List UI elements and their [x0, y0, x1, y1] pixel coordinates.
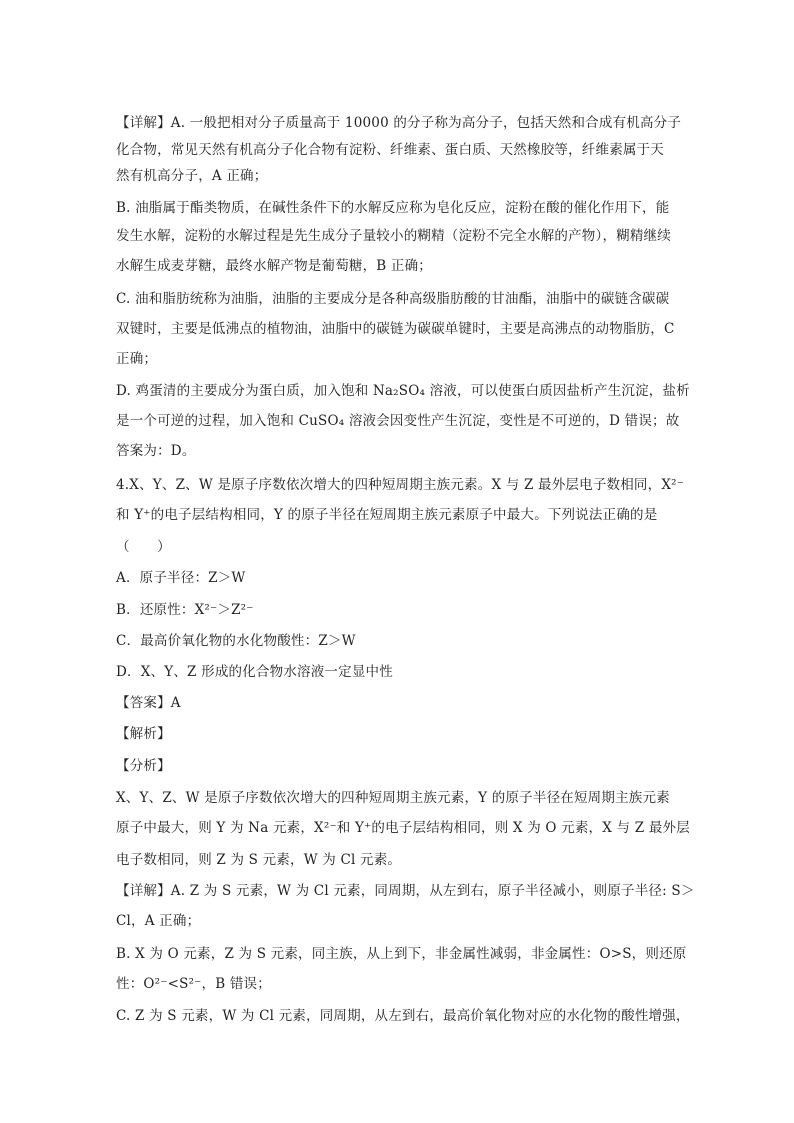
option-c: C．最高价氧化物的水化物酸性：Z＞W [116, 633, 356, 649]
question-stem: 4.X、Y、Z、W 是原子序数依次增大的四种短周期主族元素。X 与 Z 最外层电子数相同，X²⁻ [116, 477, 685, 493]
text-line: 水解生成麦芽糖，最终水解产物是葡萄糖，B 正确； [116, 258, 433, 274]
text-line: Cl，A 正确； [116, 913, 201, 929]
answer-heading: 【答案】A [116, 695, 181, 711]
option-b: B．还原性：X²⁻＞Z²⁻ [116, 602, 254, 618]
text-line: 【详解】A. Z 为 S 元素，W 为 Cl 元素，同周期，从左到右，原子半径减小，则原子半径: S＞ [116, 883, 695, 899]
text-line: 双键时，主要是低沸点的植物油，油脂中的碳链为碳碳单键时，主要是高沸点的动物脂肪，C [116, 321, 675, 337]
text-line: D. 鸡蛋清的主要成分为蛋白质，加入饱和 Na₂SO₄ 溶液，可以使蛋白质因盐析产生沉淀，盐析 [116, 383, 690, 399]
text-line: 【详解】A. 一般把相对分子质量高于 10000 的分子称为高分子，包括天然和合成有机高分子 [116, 115, 682, 131]
question-stem: 和 Y⁺的电子层结构相同，Y 的原子半径在短周期主族元素原子中最大。下列说法正确的是 [116, 507, 658, 523]
text-line: 是一个可逆的过程，加入饱和 CuSO₄ 溶液会因变性产生沉淀，变性是不可逆的，D 错误；故 [116, 413, 680, 429]
text-line: 电子数相同，则 Z 为 S 元素，W 为 Cl 元素。 [116, 852, 402, 868]
text-line: 正确； [116, 351, 158, 367]
text-line: 发生水解，淀粉的水解过程是先生成分子量较小的糊精（淀粉不完全水解的产物），糊精继续 [116, 228, 671, 244]
text-line: 化合物，常见天然有机高分子化合物有淀粉、纤维素、蛋白质、天然橡胶等，纤维素属于天 [116, 142, 664, 158]
text-line: B. X 为 O 元素，Z 为 S 元素，同主族，从上到下，非金属性减弱，非金属性：O>S，则还原 [116, 946, 687, 962]
text-line: 性：O²⁻<S²⁻，B 错误； [116, 976, 271, 992]
text-line: 然有机高分子，A 正确； [116, 168, 268, 184]
option-d: D．X、Y、Z 形成的化合物水溶液一定显中性 [116, 664, 393, 680]
text-line: C. 油和脂肪统称为油脂，油脂的主要成分是各种高级脂肪酸的甘油酯，油脂中的碳链含碳碳 [116, 291, 670, 307]
text-line: X、Y、Z、W 是原子序数依次增大的四种短周期主族元素，Y 的原子半径在短周期主族元素 [116, 790, 670, 806]
text-line: 原子中最大，则 Y 为 Na 元素，X²⁻和 Y⁺的电子层结构相同，则 X 为 O 元素，X 与 Z 最外层 [116, 820, 690, 836]
analysis-heading: 【解析】 [116, 726, 171, 742]
option-a: A．原子半径：Z＞W [116, 570, 246, 586]
answer-placeholder: （ ） [116, 539, 171, 555]
text-line: B. 油脂属于酯类物质，在碱性条件下的水解反应称为皂化反应，淀粉在酸的催化作用下，能 [116, 200, 670, 216]
breakdown-heading: 【分析】 [116, 758, 171, 774]
text-line: 答案为：D。 [116, 443, 196, 459]
text-line: C. Z 为 S 元素，W 为 Cl 元素，同周期，从左到右，最高价氧化物对应的水化物的酸性增强， [116, 1008, 690, 1024]
